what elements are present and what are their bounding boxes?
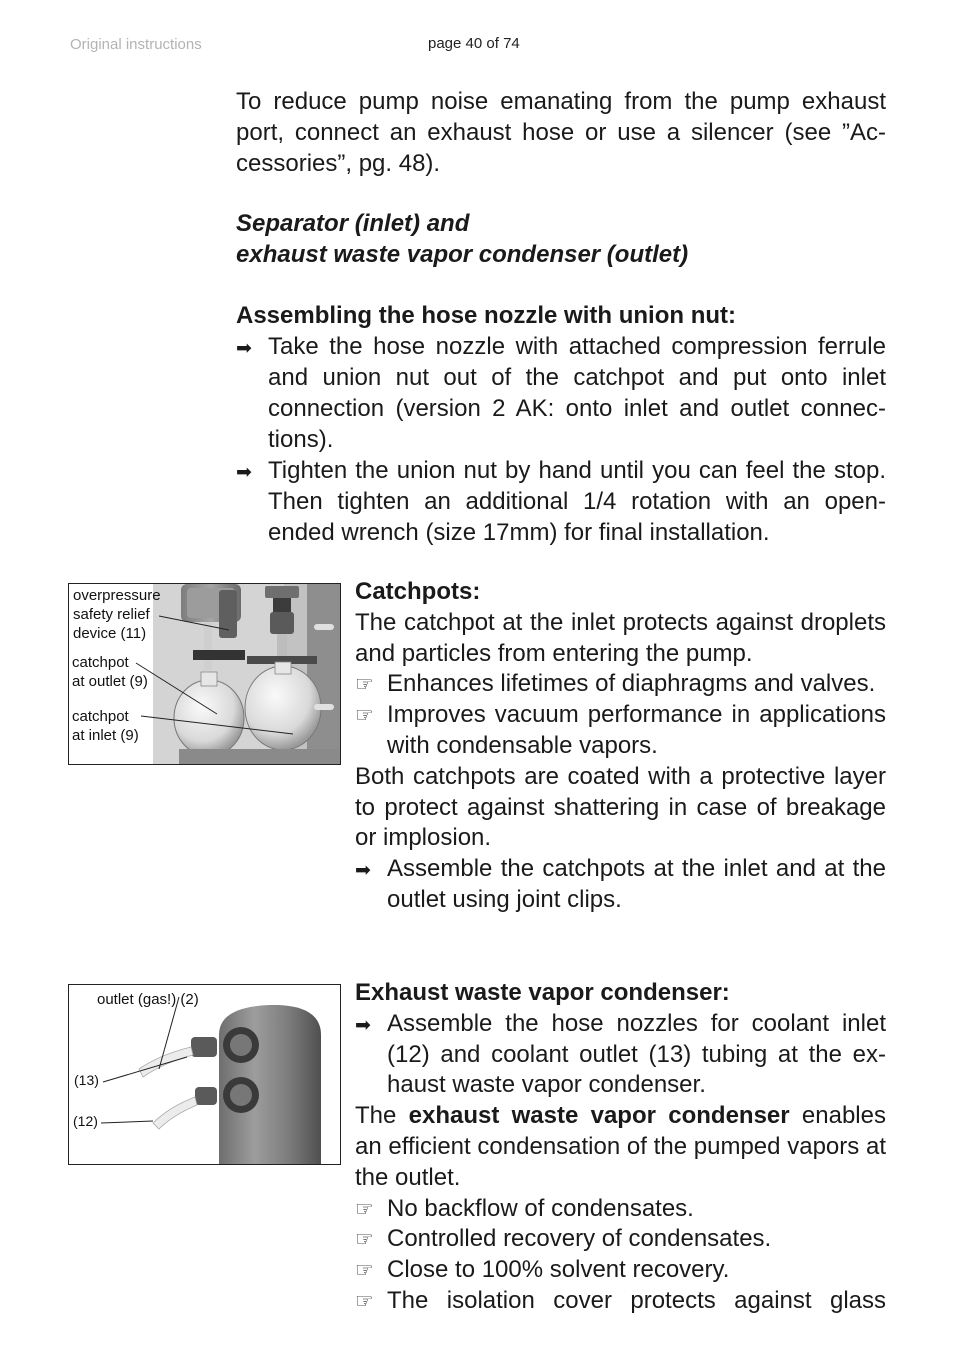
condenser-description [355,1101,886,1193]
intro-text: To reduce pump noise emanating from the pump exhaust port, connect an exhaust hose or use a silencer (see ”Accessories”, pg. 48). [236,88,886,177]
assembly-step [236,331,886,455]
assembly-section [236,300,886,548]
arrow-right-icon [236,455,264,488]
section-title [236,208,886,270]
condenser-step [355,1009,886,1101]
condenser-benefit-text: The isolation cover protects against glass [387,1286,886,1314]
header-document-type: Original instructions [70,36,202,53]
catchpots-benefit-text: Enhances lifetimes of diaphragms and valves. [387,670,876,698]
section-title-line2: exhaust waste vapor condenser (outlet) [236,241,689,268]
catchpots-benefit [355,700,886,762]
arrow-right-icon [236,331,264,364]
pointing-hand-icon [355,700,383,732]
pointing-hand-icon [355,1224,383,1256]
condenser-desc-post: enables an efficient condensation of the pumped vapors at the outlet. [355,1102,886,1191]
assembly-heading: Assembling the hose nozzle with union nut: [236,302,736,329]
condenser-step-text: Assemble the hose nozzles for coolant inlet (12) and coolant outlet (13) tubing at the exhaust waste vapor condenser. [387,1009,886,1099]
catchpots-benefit-text: Improves vacuum performance in applications with condensable vapors. [387,701,886,759]
arrow-right-icon [355,1009,383,1042]
condenser-section [355,978,886,1317]
condenser-desc-pre: The [355,1102,409,1130]
condenser-benefit [355,1194,886,1225]
label-safety-relief: safety relief [73,606,150,623]
pointing-hand-icon [355,669,383,701]
condenser-illustration [69,985,340,1164]
condenser-benefit [355,1255,886,1286]
condenser-benefit-text: No backflow of condensates. [387,1194,694,1222]
label-outlet-gas: outlet (gas!) (2) [97,991,199,1008]
condenser-benefit [355,1286,886,1317]
assembly-step-text: Take the hose nozzle with attached compression ferrule and union nut out of the catchpot and put onto inlet connection (version 2 AK: onto inlet and outlet connections). [268,333,886,453]
condenser-figure [68,984,341,1165]
catchpots-step-text: Assemble the catchpots at the inlet and at the outlet using joint clips. [387,855,886,913]
section-title-line1: Separator (inlet) and [236,210,470,237]
catchpots-step [355,854,886,916]
page-number: page 40 of 74 [428,35,520,52]
assembly-step [236,455,886,548]
arrow-right-icon [355,854,383,887]
label-coolant-outlet: (13) [74,1072,99,1088]
catchpots-coating: Both catchpots are coated with a protective layer to protect against shattering in case of breakage or implosion. [355,762,886,852]
label-catchpot-outlet: catchpot [72,654,129,671]
pointing-hand-icon [355,1286,383,1318]
label-relief-device: device (11) [73,625,147,642]
catchpots-figure [68,583,341,765]
catchpots-benefit [355,669,886,700]
catchpots-heading: Catchpots: [355,578,481,605]
intro-paragraph [236,86,886,179]
condenser-desc-bold: exhaust waste vapor condenser [408,1102,790,1130]
condenser-benefit-text: Close to 100% solvent recovery. [387,1256,730,1284]
catchpots-section [355,577,886,916]
catchpots-intro: The catchpot at the inlet protects against droplets and particles from entering the pump. [355,608,886,667]
condenser-benefit [355,1224,886,1255]
assembly-step-text: Tighten the union nut by hand until you can feel the stop. Then tighten an additional 1/4 rotation with an open-ended wrench (size 17mm) for final installation. [268,457,886,546]
pointing-hand-icon [355,1255,383,1287]
label-catchpot-outlet-number: at outlet (9) [72,673,148,690]
pointing-hand-icon [355,1194,383,1226]
label-catchpot-inlet-number: at inlet (9) [72,727,139,744]
label-coolant-inlet: (12) [73,1113,98,1129]
label-catchpot-inlet: catchpot [72,708,129,725]
condenser-benefit-text: Controlled recovery of condensates. [387,1225,772,1253]
label-overpressure: overpressure [73,587,161,604]
condenser-heading: Exhaust waste vapor condenser: [355,979,730,1006]
